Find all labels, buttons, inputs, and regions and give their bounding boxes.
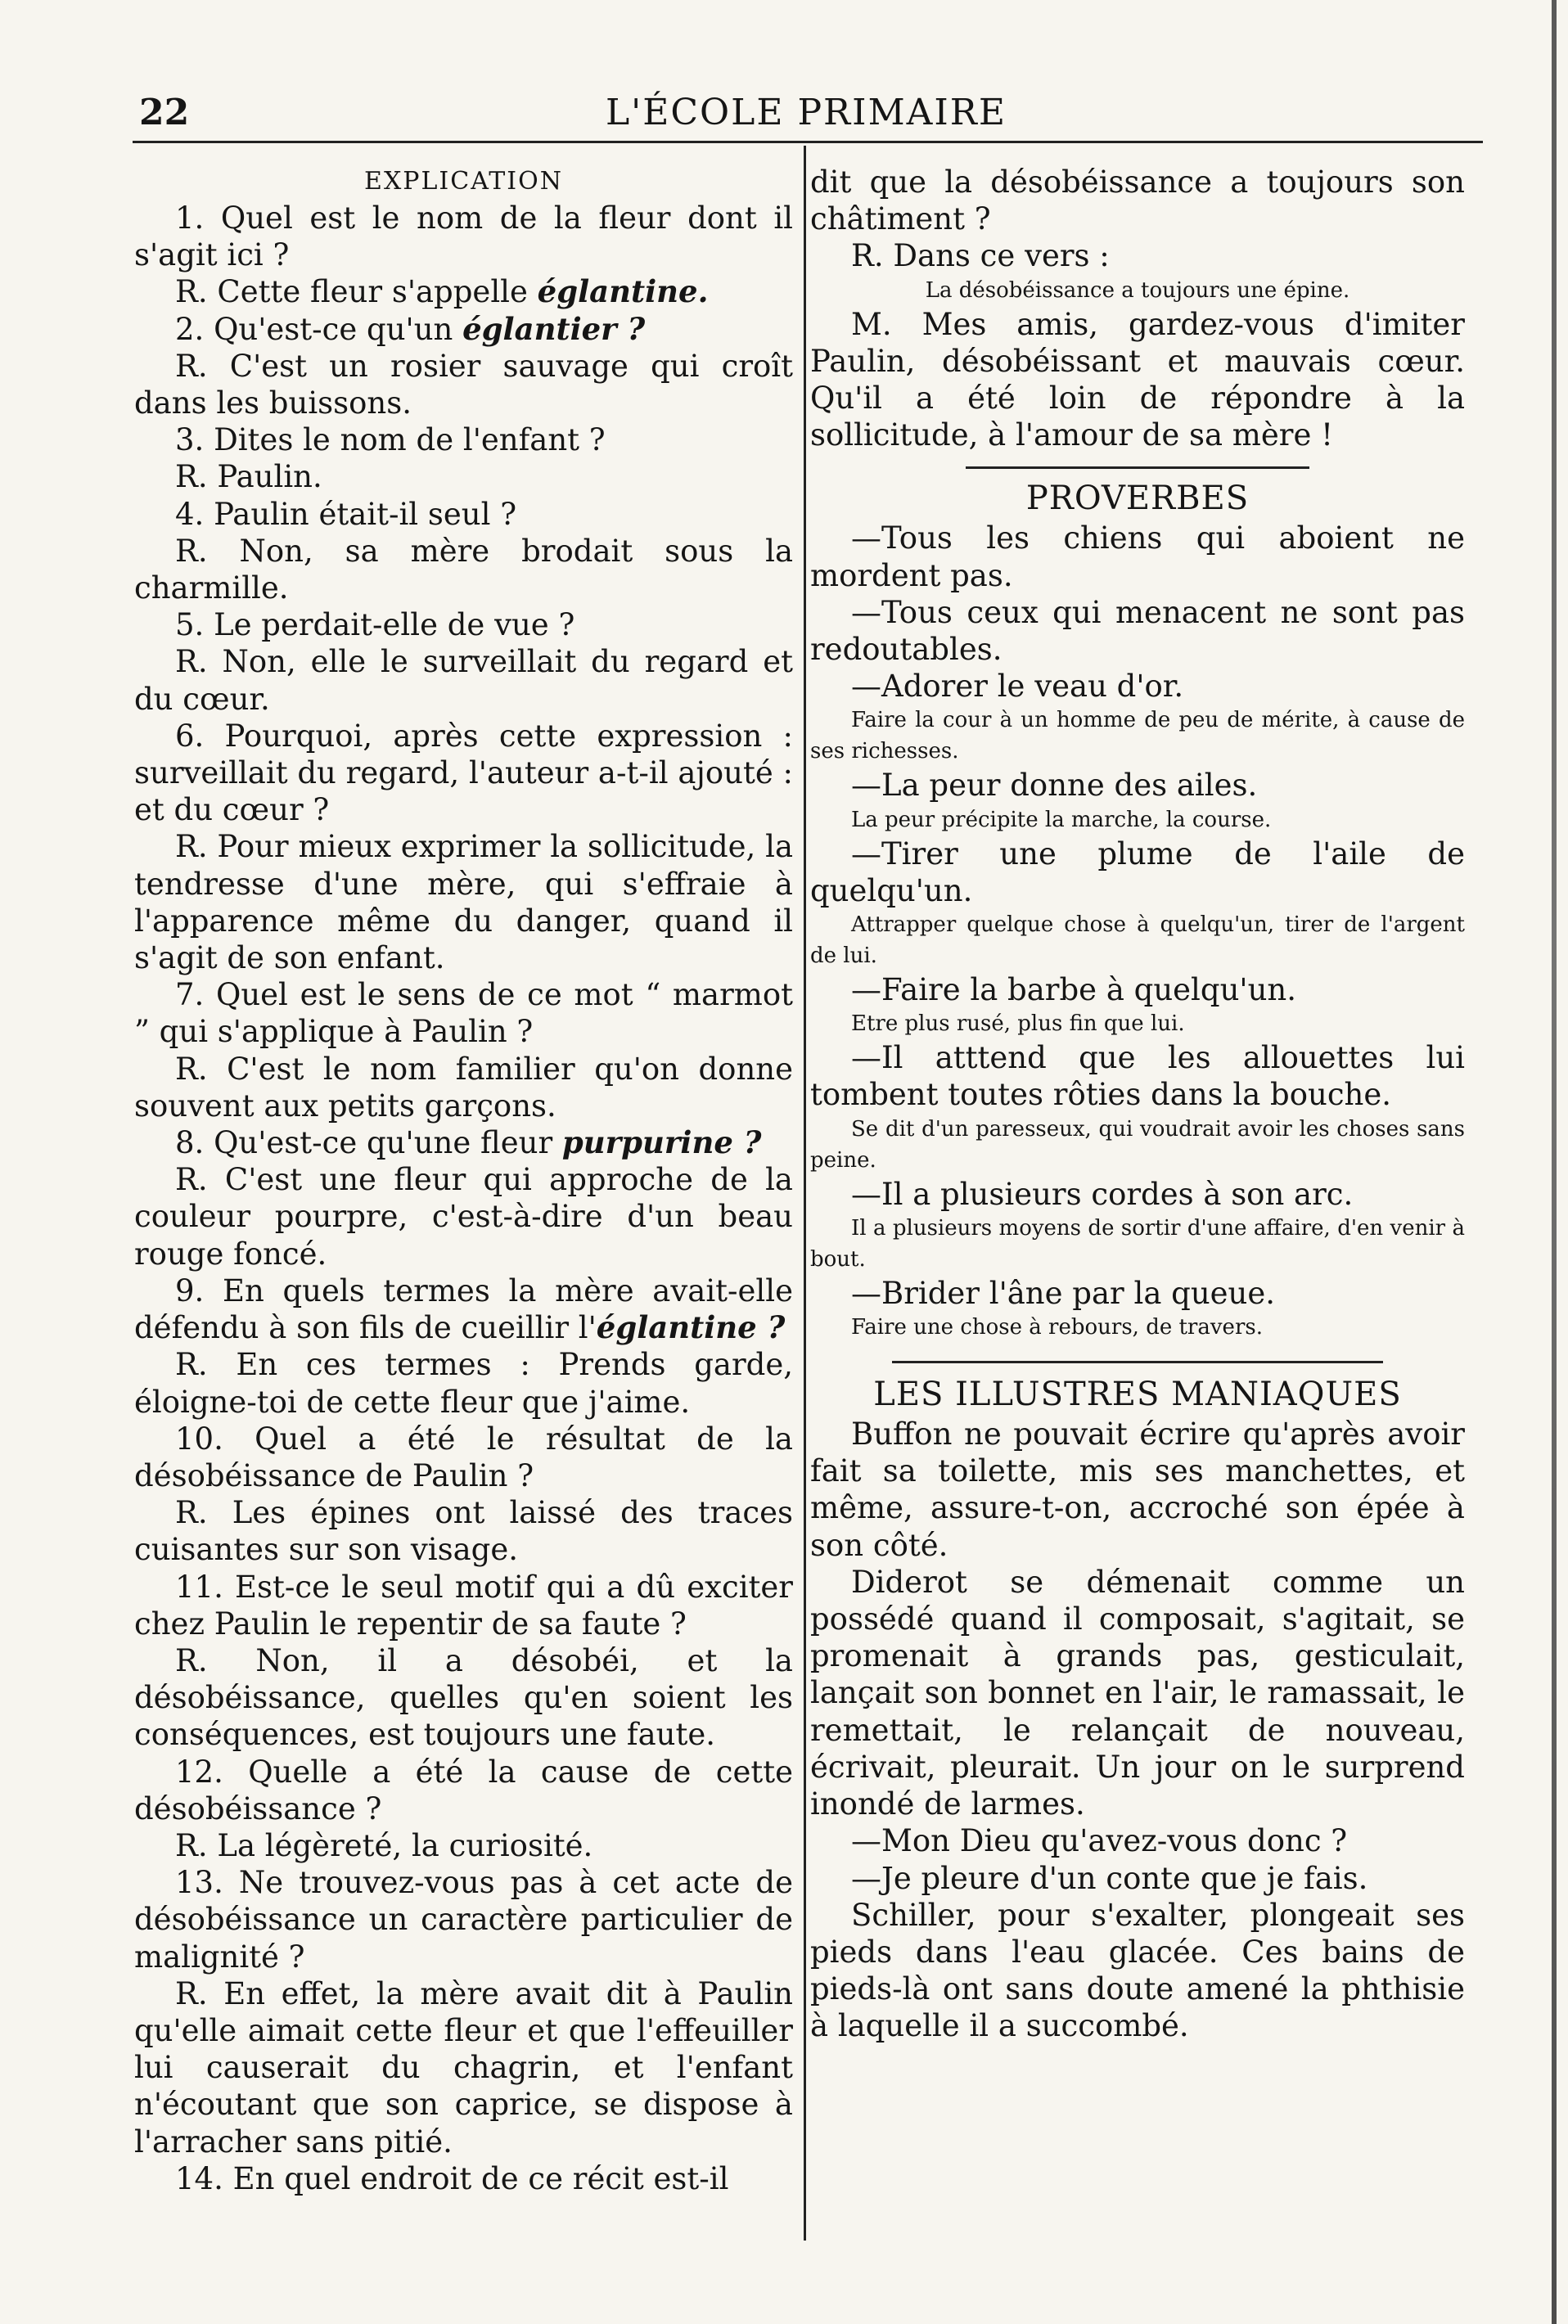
question-11: 11. Est-ce le seul motif qui a dû exciter chez Paulin le repentir de sa faute ? [134, 1569, 793, 1642]
proverbes-title: PROVERBES [1025, 480, 1250, 518]
answer-8: R. C'est une fleur qui approche de la couleur pourpre, c'est-à-dire d'un beau rouge foncé. [134, 1162, 793, 1272]
section-rule [892, 1361, 1383, 1363]
page-number: 22 [139, 92, 190, 133]
running-title: L'ÉCOLE PRIMAIRE [605, 92, 1007, 133]
maniaques-paragraph-5: Schiller, pour s'exalter, plongeait ses pieds dans l'eau glacée. Ces bains de pieds-là ont sans doute amené la phthisie à laquelle il a succombé. [810, 1897, 1465, 2044]
answer-1: R. Cette fleur s'appelle églantine. [175, 273, 709, 310]
question-4: 4. Paulin était-il seul ? [175, 496, 517, 532]
maniaques-paragraph-2: Diderot se démenait comme un possédé quand il composait, s'agitait, se promenait à grands pas, gesticulait, lançait son bonnet en l'air, le ramassait, le remettait, le relançait de nouveau, écrivait, pleurait. Un jour on le surprend inondé de larmes. [810, 1564, 1465, 1822]
maniaques-paragraph-3: —Mon Dieu qu'avez-vous donc ? [851, 1823, 1348, 1859]
master-remark: M. Mes amis, gardez-vous d'imiter Paulin, désobéissant et mauvais cœur. Qu'il a été loin de répondre à la sollicitude, à l'amour de sa mère ! [810, 306, 1465, 453]
proverb-1: —Tous les chiens qui aboient ne mordent pas. [810, 520, 1465, 593]
question-8: 8. Qu'est-ce qu'une fleur purpurine ? [175, 1124, 762, 1161]
explication-heading: EXPLICATION [364, 167, 563, 196]
answer-12: R. La légèreté, la curiosité. [175, 1827, 593, 1863]
answer-10: R. Les épines ont laissé des traces cuisantes sur son visage. [134, 1495, 793, 1568]
page-edge-shadow [1552, 0, 1557, 2324]
answer-7: R. C'est le nom familier qu'on donne souvent aux petits garçons. [134, 1051, 793, 1124]
answer-4: R. Non, sa mère brodait sous la charmille. [134, 533, 793, 606]
question-13: 13. Ne trouvez-vous pas à cet acte de désobéissance un caractère particulier de malignité ? [134, 1865, 793, 1975]
question-7: 7. Quel est le sens de ce mot “ marmot ” qui s'applique à Paulin ? [134, 977, 793, 1050]
column-rule [804, 146, 806, 2241]
maniaques-title: LES ILLUSTRES MANIAQUES [873, 1376, 1402, 1414]
question-5: 5. Le perdait-elle de vue ? [175, 607, 575, 643]
proverb-2: —Tous ceux qui menacent ne sont pas redoutables. [810, 594, 1465, 668]
question-10: 10. Quel a été le résultat de la désobéissance de Paulin ? [134, 1421, 793, 1493]
proverb-5: —Tirer une plume de l'aile de quelqu'un. [810, 835, 1465, 908]
proverb-9: —Brider l'âne par la queue. [851, 1275, 1276, 1311]
answer-14: R. Dans ce vers : [851, 238, 1110, 274]
proverb-8-note: Il a plusieurs moyens de sortir d'une affaire, d'en venir à bout. [810, 1215, 1465, 1272]
page-header [139, 88, 1473, 146]
proverb-4: —La peur donne des ailes. [851, 768, 1258, 804]
proverb-6-note: Etre plus rusé, plus fin que lui. [851, 1011, 1185, 1037]
question-14: 14. En quel endroit de ce récit est-il [175, 2160, 729, 2196]
right-column [810, 164, 1465, 2045]
left-column [134, 164, 793, 2197]
answer-11: R. Non, il a désobéi, et la désobéissance, quelles qu'en soient les conséquences, est toujours une faute. [134, 1642, 793, 1753]
verse-quote: La désobéissance a toujours une épine. [925, 277, 1350, 303]
proverb-7-note: Se dit d'un paresseux, qui voudrait avoir les choses sans peine. [810, 1116, 1465, 1173]
proverb-9-note: Faire une chose à rebours, de travers. [851, 1315, 1263, 1340]
question-3: 3. Dites le nom de l'enfant ? [175, 422, 606, 458]
question-9: 9. En quels termes la mère avait-elle défendu à son fils de cueillir l'églantine ? [134, 1272, 793, 1346]
proverb-6: —Faire la barbe à quelqu'un. [851, 972, 1296, 1008]
answer-6: R. Pour mieux exprimer la sollicitude, la tendresse d'une mère, qui s'effraie à l'apparence même du danger, quand il s'agit de son enfant. [134, 829, 793, 976]
proverb-3-note: Faire la cour à un homme de peu de mérite, à cause de ses richesses. [810, 708, 1465, 764]
maniaques-paragraph-4: —Je pleure d'un conte que je fais. [851, 1860, 1368, 1896]
answer-5: R. Non, elle le surveillait du regard et du cœur. [134, 644, 793, 717]
proverb-7: —Il atttend que les allouettes lui tombent toutes rôties dans la bouche. [810, 1040, 1465, 1113]
question-6: 6. Pourquoi, après cette expression : surveillait du regard, l'auteur a-t-il ajouté : et du cœur ? [134, 718, 793, 828]
header-rule [133, 141, 1483, 143]
maniaques-paragraph-1: Buffon ne pouvait écrire qu'après avoir fait sa toilette, mis ses manchettes, et même, assure-t-on, accroché son épée à son côté. [810, 1416, 1465, 1563]
question-14-continued: dit que la désobéissance a toujours son châtiment ? [810, 164, 1465, 237]
question-12: 12. Quelle a été la cause de cette désobéissance ? [134, 1754, 793, 1826]
proverb-3: —Adorer le veau d'or. [851, 669, 1184, 705]
question-2: 2. Qu'est-ce qu'un églantier ? [175, 310, 646, 347]
answer-13: R. En effet, la mère avait dit à Paulin qu'elle aimait cette fleur et que l'effeuiller lui causerait du chagrin, et l'enfant n'écoutant que son caprice, se dispose à l'arracher sans pitié. [134, 1975, 793, 2160]
answer-2: R. C'est un rosier sauvage qui croît dans les buissons. [134, 348, 793, 421]
answer-3: R. Paulin. [175, 459, 322, 495]
proverb-4-note: La peur précipite la marche, la course. [851, 807, 1272, 832]
proverb-8: —Il a plusieurs cordes à son arc. [851, 1176, 1354, 1212]
section-rule [966, 466, 1309, 469]
question-1: 1. Quel est le nom de la fleur dont il s'agit ici ? [134, 200, 793, 273]
proverb-5-note: Attrapper quelque chose à quelqu'un, tirer de l'argent de lui. [810, 912, 1465, 969]
answer-9: R. En ces termes : Prends garde, éloigne-toi de cette fleur que j'aime. [134, 1347, 793, 1420]
